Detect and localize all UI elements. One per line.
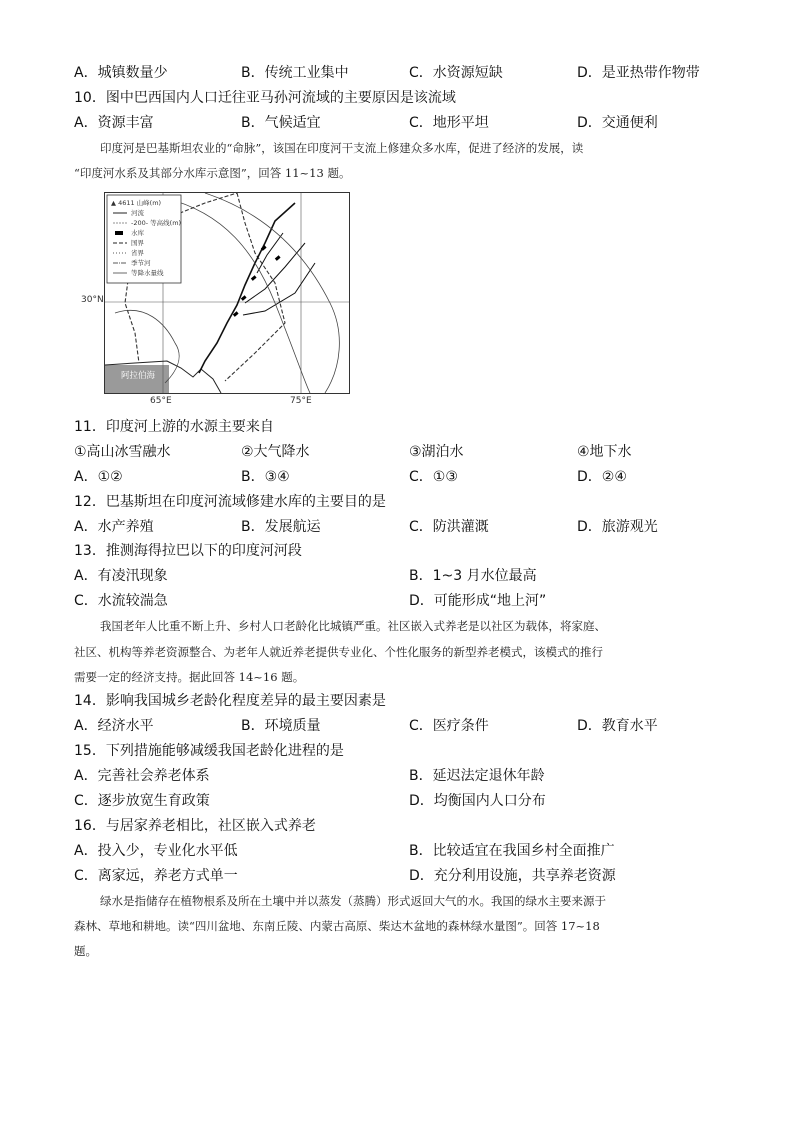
q10-option-d: D．交通便利 (577, 115, 658, 131)
passage2-line2: 社区、机构等养老资源整合、为老年人就近养老提供专业化、个性化服务的新型养老模式，该模式的推行 (74, 645, 603, 659)
passage2-line1: 我国老年人比重不断上升、乡村人口老龄化比城镇严重。社区嵌入式养老是以社区为载体，将家庭、 (100, 619, 606, 633)
legend-entry: 季节河 (131, 259, 151, 267)
sea-label: 阿拉伯海 (120, 371, 155, 381)
q15-option-b: B．延迟法定退休年龄 (409, 768, 545, 784)
tributaries (243, 233, 315, 315)
q16-option-b: B．比较适宜在我国乡村全面推广 (409, 843, 615, 859)
q9-option-c: C．水资源短缺 (409, 65, 503, 81)
q11-option-d: D．②④ (577, 469, 627, 485)
q12-option-c: C．防洪灌溉 (409, 519, 489, 535)
q10-option-b: B．气候适宜 (241, 115, 321, 131)
q12-option-b: B．发展航运 (241, 519, 321, 535)
q10-stem: 10．图中巴西国内人口迁往亚马孙河流域的主要原因是该流域 (74, 90, 456, 106)
q9-option-d: D．是亚热带作物带 (577, 65, 700, 81)
q9-option-b: B．传统工业集中 (241, 65, 349, 81)
legend-entry: ▲ 4611 山峰(m) (111, 199, 162, 207)
legend-entry: 水库 (131, 229, 144, 237)
q14-option-b: B．环境质量 (241, 718, 321, 734)
q11-item-2: ②大气降水 (241, 444, 310, 460)
legend-entry: 省界 (131, 249, 144, 257)
legend-entry: 河流 (131, 209, 144, 217)
q13-option-d: D．可能形成“地上河” (409, 593, 547, 609)
q11-option-b: B．③④ (241, 469, 290, 485)
q12-option-d: D．旅游观光 (577, 519, 658, 535)
isoline-1 (165, 198, 310, 393)
passage3-line1: 绿水是指储存在植物根系及所在土壤中并以蒸发（蒸腾）形式返回大气的水。我国的绿水主要来源于 (100, 894, 606, 908)
q11-option-a: A．①② (74, 469, 123, 485)
q11-option-c: C．①③ (409, 469, 458, 485)
q13-option-b: B．1~3 月水位最高 (409, 568, 537, 584)
lon-label-right: 75°E (290, 396, 312, 406)
q13-stem: 13．推测海得拉巴以下的印度河河段 (74, 543, 302, 559)
isoline-2 (205, 193, 339, 393)
q16-option-d: D．充分利用设施，共享养老资源 (409, 868, 616, 884)
q10-option-a: A．资源丰富 (74, 115, 154, 131)
q16-stem: 16．与居家养老相比，社区嵌入式养老 (74, 818, 316, 834)
legend-entry: 等降水量线 (131, 269, 164, 277)
q15-option-d: D．均衡国内人口分布 (409, 793, 546, 809)
indus-river-map (104, 192, 350, 394)
passage2-line3: 需要一定的经济支持。据此回答 14~16 题。 (74, 670, 305, 684)
q13-option-a: A．有凌汛现象 (74, 568, 168, 584)
q15-stem: 15．下列措施能够减缓我国老龄化进程的是 (74, 743, 344, 759)
lat-label: 30°N (81, 295, 104, 305)
legend-entry: -200- 等高线(m) (131, 219, 182, 227)
q10-option-c: C．地形平坦 (409, 115, 489, 131)
q11-item-4: ④地下水 (577, 444, 632, 460)
q14-stem: 14．影响我国城乡老龄化程度差异的最主要因素是 (74, 693, 386, 709)
reservoir-marker (241, 295, 247, 301)
q11-item-3: ③湖泊水 (409, 444, 464, 460)
q14-option-d: D．教育水平 (577, 718, 658, 734)
q14-option-a: A．经济水平 (74, 718, 154, 734)
q16-option-c: C．离家远，养老方式单一 (74, 868, 238, 884)
q13-option-c: C．水流较湍急 (74, 593, 168, 609)
q16-option-a: A．投入少，专业化水平低 (74, 843, 238, 859)
passage1-line1: 印度河是巴基斯坦农业的“命脉”，该国在印度河干支流上修建众多水库，促进了经济的发展，读 (100, 141, 584, 155)
q15-option-a: A．完善社会养老体系 (74, 768, 210, 784)
q14-option-c: C．医疗条件 (409, 718, 489, 734)
q11-stem: 11．印度河上游的水源主要来自 (74, 419, 274, 435)
q9-option-a: A．城镇数量少 (74, 65, 168, 81)
q12-option-a: A．水产养殖 (74, 519, 154, 535)
q12-stem: 12．巴基斯坦在印度河流域修建水库的主要目的是 (74, 494, 386, 510)
reservoir-marker (275, 255, 281, 261)
q11-item-1: ①高山冰雪融水 (74, 444, 171, 460)
lon-label-left: 65°E (150, 396, 172, 406)
reservoir-marker (251, 275, 257, 281)
legend-entry: 国界 (131, 239, 144, 247)
passage3-line2: 森林、草地和耕地。读“四川盆地、东南丘陵、内蒙古高原、柴达木盆地的森林绿水量图”。回答 17~18 (74, 919, 600, 933)
passage1-line2: “印度河水系及其部分水库示意图”，回答 11~13 题。 (74, 166, 351, 180)
q15-option-c: C．逐步放宽生育政策 (74, 793, 210, 809)
passage3-line3: 题。 (74, 944, 97, 958)
